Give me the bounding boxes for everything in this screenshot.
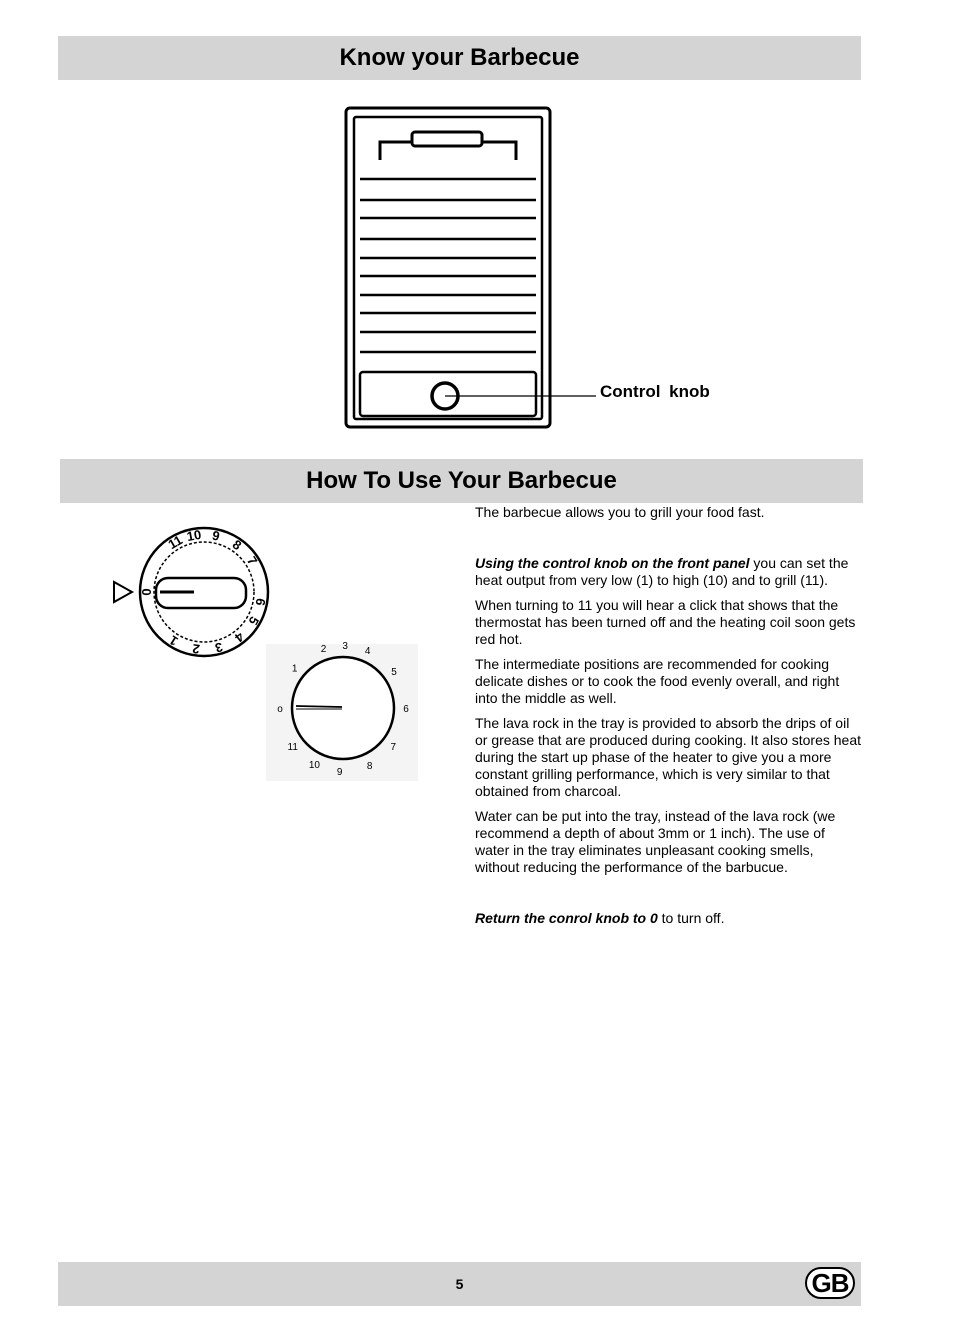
dial-label: 2 — [320, 644, 327, 656]
dial-label: 6 — [403, 704, 409, 715]
dial-label: 0 — [139, 588, 154, 596]
lava-rock-paragraph: The lava rock in the tray is provided to absorb the drips of oil or grease that are produced during cooking. It also stores heat during the start up phase of the heater to give you a more constant grilling performance, which is very similar to that obtained from charcoal. — [475, 715, 862, 799]
turn-off-paragraph — [475, 910, 861, 927]
dial-label: 6 — [252, 597, 269, 607]
dial-label: 1 — [166, 632, 181, 650]
section-header-know — [58, 36, 861, 80]
dial-label: 7 — [390, 741, 397, 753]
turn-off-paragraph-lead: Return the conrol knob to 0 — [475, 910, 658, 926]
dial-label: 2 — [191, 640, 201, 657]
instructions-text — [475, 504, 861, 935]
dial-label: 3 — [342, 641, 348, 652]
section-header-how-to — [60, 459, 863, 503]
barbecue-outer-frame — [346, 108, 550, 427]
dial-label: 8 — [229, 536, 245, 554]
page-footer — [58, 1262, 861, 1306]
dial-label: 7 — [243, 553, 261, 568]
dial-label: 5 — [245, 613, 263, 628]
dial-small-pointer — [296, 706, 342, 707]
dial-small-circle — [292, 657, 394, 759]
dial-label: 9 — [336, 766, 343, 778]
dial-label: 10 — [308, 760, 320, 772]
position-marker-triangle-icon — [114, 582, 132, 602]
click-paragraph: When turning to 11 you will hear a click that shows that the thermostat has been turned off and the heating coil soon gets red hot. — [475, 597, 856, 647]
section-title-how-to: How To Use Your Barbecue — [306, 467, 617, 494]
language-badge-gb: GB — [805, 1267, 855, 1299]
intermediate-paragraph: The intermediate positions are recommended for cooking delicate dishes or to cook the food evenly overall, and right into the middle as well. — [475, 656, 840, 706]
section-title-know: Know your Barbecue — [339, 44, 580, 71]
intro-paragraph: The barbecue allows you to grill your food fast. — [475, 504, 765, 520]
dial-label: o — [277, 704, 283, 715]
barbecue-diagram — [340, 100, 600, 432]
control-knob-dial-large — [108, 524, 278, 670]
dial-label: 11 — [165, 532, 185, 553]
control-knob-label: Control knob — [600, 382, 710, 401]
dial-label: 11 — [287, 741, 298, 753]
dial-label: 4 — [364, 646, 371, 657]
control-knob-paragraph — [475, 555, 861, 589]
dial-label: 8 — [366, 761, 373, 773]
dial-label: 3 — [213, 639, 225, 656]
dial-label: 5 — [391, 667, 397, 678]
dial-label: 4 — [231, 629, 247, 646]
turn-off-paragraph-body: to turn off. — [657, 910, 725, 926]
page-number: 5 — [455, 1276, 464, 1292]
control-knob-paragraph-lead: Using the control knob on the front panel — [475, 555, 750, 571]
dial-label: 10 — [185, 526, 203, 545]
control-knob-paragraph-body: you can set the heat output from very low (1) to high (10) and to grill (11). — [475, 555, 849, 588]
dial-label: 9 — [210, 527, 222, 544]
control-knob-dial-small — [262, 640, 422, 785]
water-paragraph: Water can be put into the tray, instead of the lava rock (we recommend a depth of about 3mm or 1 inch). The use of water in the tray eliminates unpleasant cooking smells, without reducing the performance of the barbucue. — [475, 808, 836, 875]
dial-label: 1 — [291, 663, 298, 675]
